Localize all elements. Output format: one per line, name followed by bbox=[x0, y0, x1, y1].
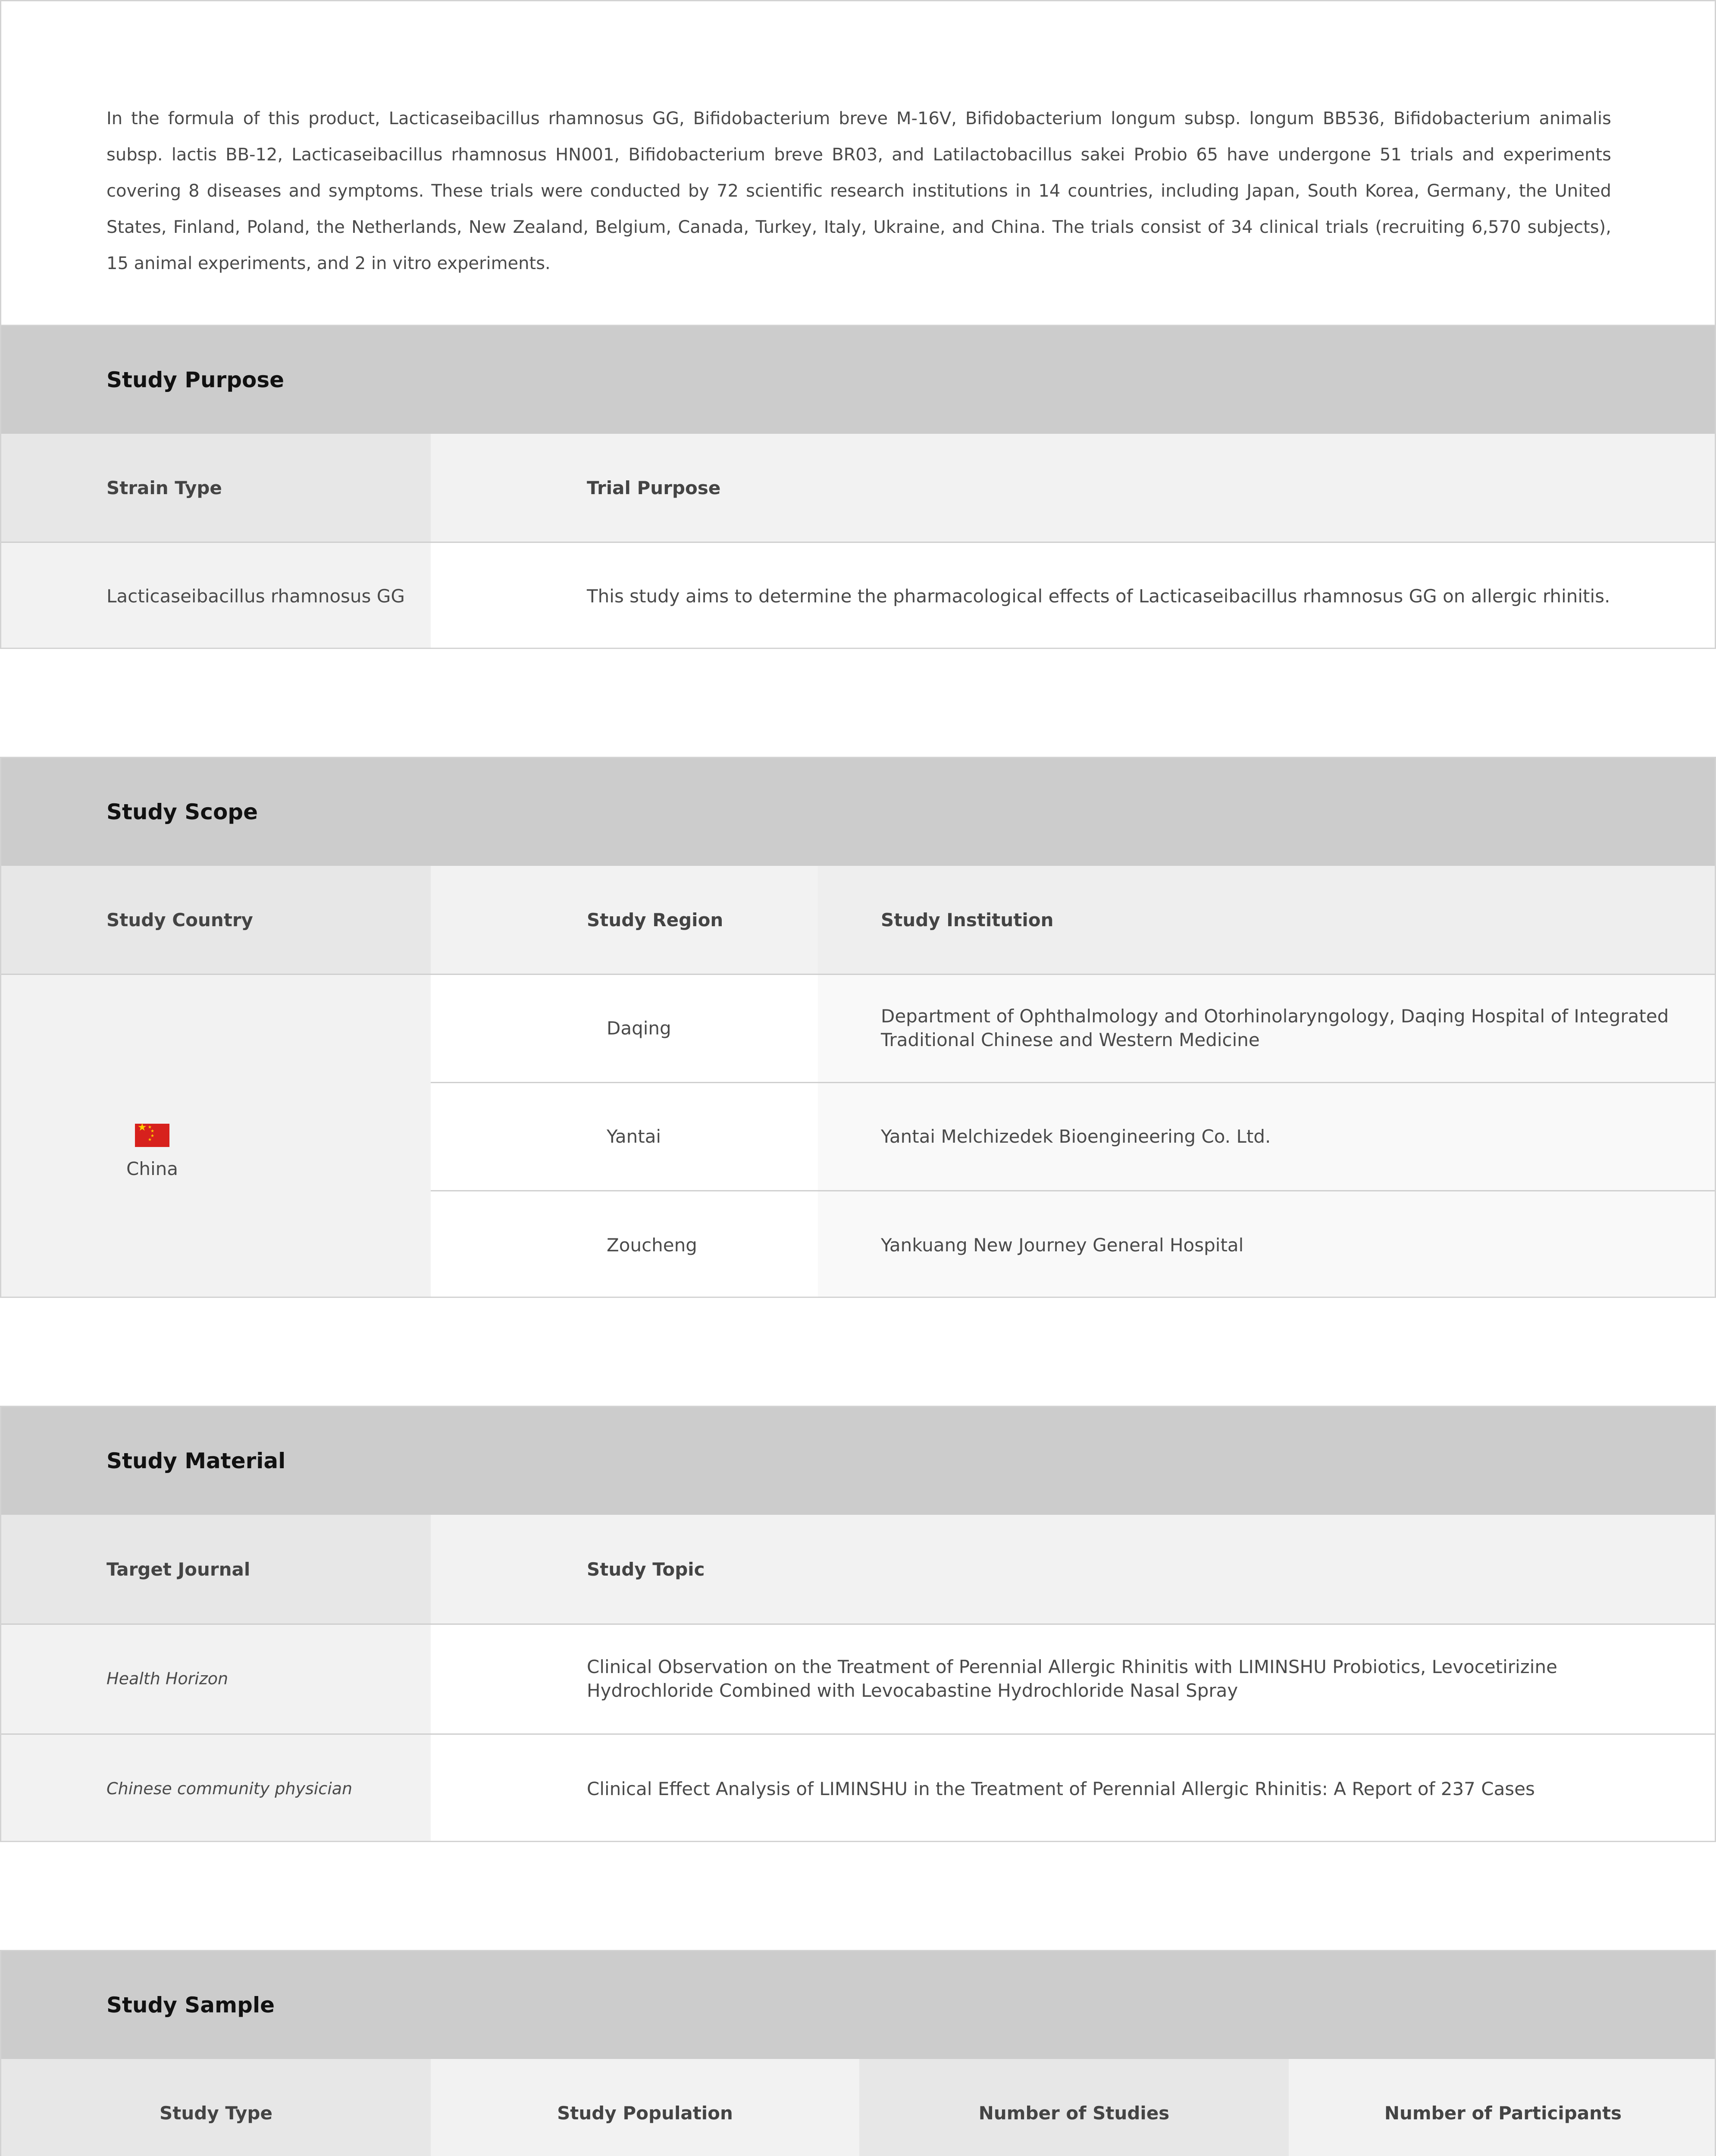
study-sample-card bbox=[0, 1950, 1716, 2156]
column-header-number-of-participants: Number of Participants bbox=[1289, 2059, 1716, 2156]
study-purpose-card bbox=[0, 325, 1716, 649]
country-cell bbox=[1, 975, 431, 1298]
study-scope-card bbox=[0, 757, 1716, 1298]
institution-cell: Yantai Melchizedek Bioengineering Co. Ltd. bbox=[818, 1083, 1716, 1190]
column-header-study-topic: Study Topic bbox=[431, 1515, 1716, 1623]
region-cell: Daqing bbox=[431, 975, 818, 1082]
trial-purpose-cell: This study aims to determine the pharmacological effects of Lacticaseibacillus rhamnosus GG on allergic rhinitis. bbox=[431, 543, 1716, 649]
column-header-study-institution: Study Institution bbox=[818, 866, 1716, 974]
intro-card bbox=[0, 0, 1716, 326]
column-header-trial-purpose: Trial Purpose bbox=[431, 434, 1716, 542]
region-cell: Yantai bbox=[431, 1083, 818, 1190]
topic-cell: Clinical Effect Analysis of LIMINSHU in the Treatment of Perennial Allergic Rhinitis: A Report of 237 Cases bbox=[431, 1735, 1716, 1842]
section-title-study-material: Study Material bbox=[1, 1407, 1716, 1515]
section-title-study-scope: Study Scope bbox=[1, 758, 1716, 866]
topic-cell: Clinical Observation on the Treatment of Perennial Allergic Rhinitis with LIMINSHU Probiotics, Levocetirizine Hydrochloride Combined with Levocabastine Hydrochloride Nasal Spray bbox=[431, 1625, 1716, 1733]
column-header-study-population: Study Population bbox=[431, 2059, 859, 2156]
column-header-number-of-studies: Number of Studies bbox=[859, 2059, 1289, 2156]
column-header-study-type: Study Type bbox=[1, 2059, 431, 2156]
column-header-target-journal: Target Journal bbox=[1, 1515, 431, 1623]
institution-cell: Department of Ophthalmology and Otorhinolaryngology, Daqing Hospital of Integrated Traditional Chinese and Western Medicine bbox=[818, 975, 1716, 1082]
section-title-study-purpose: Study Purpose bbox=[1, 326, 1716, 434]
study-material-card bbox=[0, 1406, 1716, 1842]
intro-paragraph: In the formula of this product, Lacticaseibacillus rhamnosus GG, Bifidobacterium breve M-16V, Bifidobacterium longum subsp. longum BB536, Bifidobacterium animalis subsp. lactis BB-12, Lacticaseibacillus rhamnosus HN001, Bifidobacterium breve BR03, and Latilactobacillus sakei Probio 65 have undergone 51 trials and experiments covering 8 diseases and symptoms. These trials were conducted by 72 scientific research institutions in 14 countries, including Japan, South Korea, Germany, the United States, Finland, Poland, the Netherlands, New Zealand, Belgium, Canada, Turkey, Italy, Ukraine, and China. The trials consist of 34 clinical trials (recruiting 6,570 subjects), 15 animal experiments, and 2 in vitro experiments. bbox=[106, 109, 1611, 273]
strain-type-cell: Lacticaseibacillus rhamnosus GG bbox=[1, 543, 431, 649]
region-cell: Zoucheng bbox=[431, 1191, 818, 1298]
column-header-strain-type: Strain Type bbox=[1, 434, 431, 542]
country-name: China bbox=[126, 1158, 178, 1179]
institution-cell: Yankuang New Journey General Hospital bbox=[818, 1191, 1716, 1298]
journal-cell: Chinese community physician bbox=[1, 1735, 431, 1842]
journal-cell: Health Horizon bbox=[1, 1625, 431, 1733]
column-header-study-country: Study Country bbox=[1, 866, 431, 974]
column-header-study-region: Study Region bbox=[431, 866, 818, 974]
china-flag-icon: ★ ★ ★ ★ ★ bbox=[135, 1124, 169, 1147]
section-title-study-sample: Study Sample bbox=[1, 1951, 1716, 2059]
